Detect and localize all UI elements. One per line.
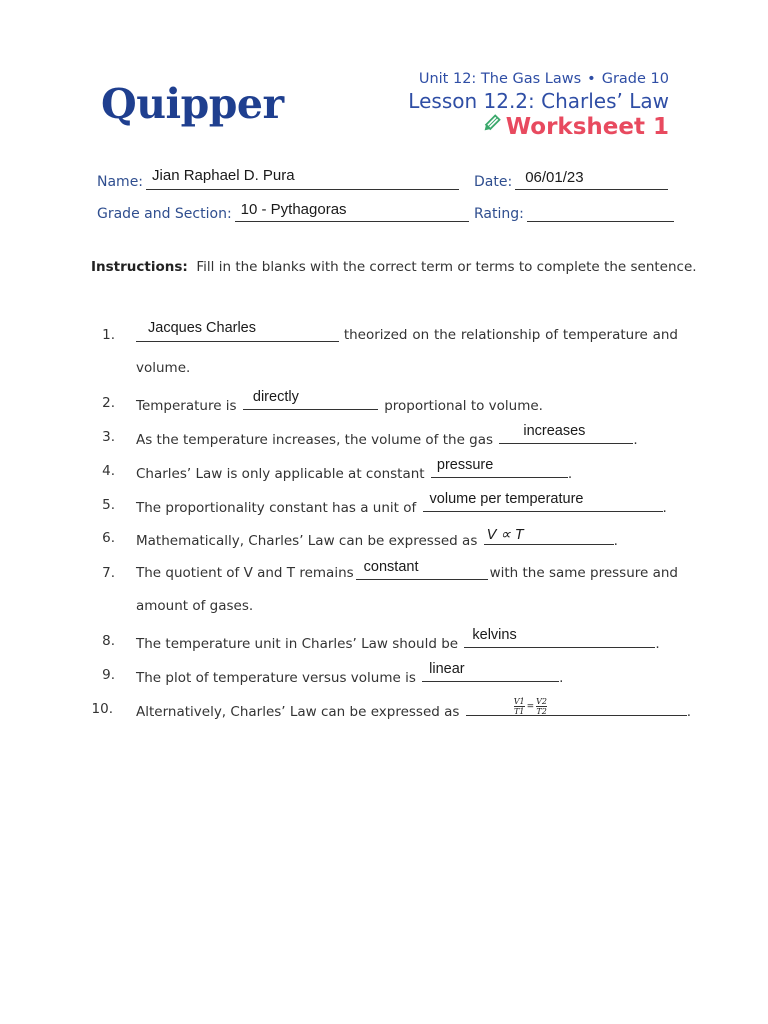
- question-number: 4.: [102, 463, 115, 479]
- separator-dot-icon: •: [587, 71, 596, 87]
- question-text: [136, 457, 678, 482]
- question-number: 3.: [102, 429, 115, 445]
- worksheet-label: Worksheet 1: [505, 114, 669, 140]
- question-text: [136, 527, 678, 549]
- question-text: [136, 389, 678, 414]
- question-text: [136, 661, 678, 686]
- grade-section-value: 10 - Pythagoras: [240, 201, 347, 218]
- answer-blank[interactable]: [466, 697, 687, 716]
- instructions-label: Instructions:: [91, 259, 188, 275]
- question-text: [136, 423, 678, 448]
- answer-text: volume per temperature: [429, 491, 584, 507]
- pencil-icon: [481, 114, 501, 140]
- question-1: [93, 320, 678, 377]
- question-prefix: The plot of temperature versus volume is: [136, 670, 416, 686]
- unit-title: Unit 12: The Gas Laws: [418, 71, 582, 87]
- question-number: 6.: [102, 530, 115, 546]
- text-word: relationship: [460, 327, 541, 343]
- question-7: [93, 559, 678, 615]
- text-word: the: [433, 327, 457, 343]
- rating-field: [474, 205, 674, 222]
- fraction-v1-t1: [514, 697, 525, 716]
- answer-blank[interactable]: [484, 527, 614, 545]
- question-number: 1.: [102, 327, 115, 343]
- denominator: T2: [536, 707, 547, 716]
- date-field: [474, 169, 668, 190]
- fraction-v2-t2: [536, 697, 547, 716]
- grade-section-label: Grade and Section:: [97, 206, 232, 222]
- question-number: 5.: [102, 497, 115, 513]
- answer-text: kelvins: [472, 627, 517, 643]
- answer-blank[interactable]: [422, 661, 559, 682]
- answer-text: V ∝ T: [486, 527, 524, 543]
- answer-text: directly: [252, 389, 299, 405]
- worksheet-title: [481, 114, 669, 140]
- question-suffix: .: [567, 466, 573, 482]
- question-number: 10.: [91, 701, 113, 717]
- question-suffix: .: [662, 500, 667, 516]
- question-prefix: Alternatively, Charles’ Law can be expressed as: [136, 704, 460, 720]
- date-value: 06/01/23: [525, 169, 584, 186]
- grade-section-field: [97, 201, 469, 222]
- question-prefix: The proportionality constant has a unit of: [136, 500, 417, 516]
- question-continuation: volume.: [136, 360, 191, 376]
- answer-blank[interactable]: [431, 457, 568, 478]
- text-word: on: [412, 327, 430, 343]
- date-label: Date:: [474, 174, 513, 190]
- question-continuation: amount of gases.: [136, 598, 254, 614]
- answer-text: pressure: [436, 457, 494, 473]
- text-word: and: [652, 327, 678, 343]
- date-line[interactable]: [515, 169, 668, 190]
- question-prefix: The temperature unit in Charles’ Law should be: [136, 636, 459, 652]
- equals-sign: =: [526, 701, 535, 712]
- grade-label: Grade 10: [601, 71, 669, 87]
- instructions: [91, 259, 697, 275]
- question-suffix: .: [633, 432, 638, 448]
- numerator: V2: [536, 697, 548, 706]
- answer-blank[interactable]: [243, 389, 378, 410]
- rating-line[interactable]: [527, 205, 674, 222]
- unit-grade-line: [419, 71, 669, 87]
- rating-label: Rating:: [474, 206, 524, 222]
- answer-text: increases: [523, 423, 586, 439]
- name-field: [97, 167, 459, 190]
- question-text: [136, 491, 678, 516]
- answer-blank[interactable]: [356, 559, 488, 580]
- question-text: [136, 697, 692, 720]
- grade-section-line[interactable]: [235, 201, 469, 222]
- answer-blank[interactable]: [499, 423, 633, 444]
- name-label: Name:: [97, 174, 144, 190]
- instructions-text: Fill in the blanks with the correct term or terms to complete the sentence.: [196, 259, 697, 275]
- question-suffix: with the same pressure and: [489, 565, 678, 581]
- answer-text: Jacques Charles: [148, 320, 256, 336]
- name-value: Jian Raphael D. Pura: [152, 167, 295, 184]
- name-line[interactable]: [146, 167, 459, 190]
- text-word: theorized: [343, 327, 408, 343]
- text-word: of: [545, 327, 559, 343]
- denominator: T1: [513, 707, 525, 716]
- question-text: [136, 627, 678, 652]
- quipper-logo: Quipper: [101, 80, 284, 128]
- answer-formula: [514, 697, 547, 716]
- question-suffix: .: [613, 533, 618, 549]
- answer-blank[interactable]: [464, 627, 655, 648]
- question-prefix: As the temperature increases, the volume of the gas: [136, 432, 494, 448]
- answer-blank[interactable]: [423, 491, 663, 512]
- question-prefix: The quotient of V and T remains: [136, 565, 354, 581]
- question-text: [136, 320, 678, 343]
- question-prefix: Temperature is: [136, 398, 237, 414]
- numerator: V1: [513, 697, 525, 706]
- question-suffix: proportional to volume.: [384, 398, 543, 414]
- question-number: 9.: [102, 667, 115, 683]
- answer-text: constant: [363, 559, 419, 575]
- question-number: 8.: [102, 633, 115, 649]
- question-number: 7.: [102, 565, 115, 581]
- question-suffix: .: [559, 670, 564, 686]
- question-number: 2.: [102, 395, 115, 411]
- question-prefix: Charles’ Law is only applicable at constant: [136, 466, 425, 482]
- lesson-title: Lesson 12.2: Charles’ Law: [408, 89, 669, 113]
- answer-text: linear: [429, 661, 465, 677]
- question-suffix: .: [655, 636, 660, 652]
- question-text: [136, 559, 678, 581]
- question-suffix: .: [686, 704, 692, 720]
- answer-blank[interactable]: [136, 320, 339, 342]
- text-word: temperature: [562, 327, 648, 343]
- question-prefix: Mathematically, Charles’ Law can be expressed as: [136, 533, 478, 549]
